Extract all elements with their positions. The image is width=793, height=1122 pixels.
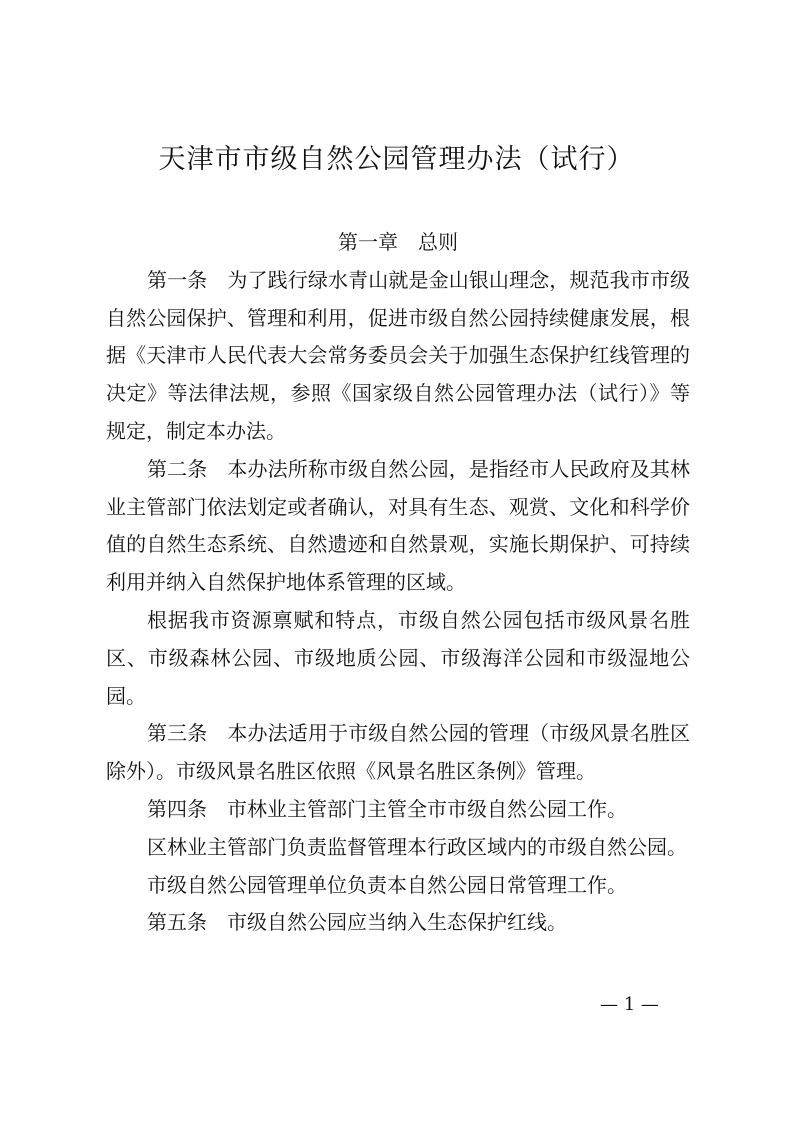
article-label: 第五条 bbox=[147, 910, 207, 935]
document-body bbox=[106, 224, 690, 942]
paragraph-article-2-clause-2 bbox=[106, 602, 690, 715]
article-label: 第一条 bbox=[147, 267, 208, 292]
article-label: 第三条 bbox=[147, 721, 208, 746]
paragraph-text: 市级自然公园应当纳入生态保护红线。 bbox=[227, 910, 567, 935]
paragraph-article-3 bbox=[106, 715, 690, 791]
paragraph-text: 市林业主管部门主管全市市级自然公园工作。 bbox=[227, 796, 627, 821]
page-number: — 1 — bbox=[600, 994, 659, 1015]
paragraph-article-2 bbox=[106, 451, 690, 602]
article-label: 第四条 bbox=[147, 796, 207, 821]
paragraph-text: 本办法适用于市级自然公园的管理（市级风景名胜区除外）。市级风景名胜区依照《风景名胜区条例》管理。 bbox=[106, 721, 691, 784]
paragraph-article-4-clause-2 bbox=[106, 829, 690, 867]
paragraph-article-5 bbox=[106, 904, 690, 942]
paragraph-text: 市级自然公园管理单位负责本自然公园日常管理工作。 bbox=[147, 872, 627, 897]
paragraph-article-1 bbox=[106, 262, 690, 451]
document-title: 天津市市级自然公园管理办法（试行） bbox=[158, 144, 635, 175]
chapter-heading: 第一章 总则 bbox=[338, 230, 458, 254]
paragraph-text: 本办法所称市级自然公园，是指经市人民政府及其林业主管部门依法划定或者确认，对具有生态、观赏、文化和科学价值的自然生态系统、自然遗迹和自然景观，实施长期保护、可持续利用并纳入自然保护地体系管理的区域。 bbox=[106, 456, 691, 595]
paragraph-article-4-clause-3 bbox=[106, 867, 690, 905]
paragraph-article-4 bbox=[106, 791, 690, 829]
article-label: 第二条 bbox=[147, 456, 208, 481]
paragraph-text: 为了践行绿水青山就是金山银山理念，规范我市市级自然公园保护、管理和利用，促进市级自然公园持续健康发展，根据《天津市人民代表大会常务委员会关于加强生态保护红线管理的决定》等法律法规，参照《国家级自然公园管理办法（试行）》等规定，制定本办法。 bbox=[106, 267, 691, 443]
paragraph-text: 区林业主管部门负责监督管理本行政区域内的市级自然公园。 bbox=[147, 834, 687, 859]
paragraph-text: 根据我市资源禀赋和特点，市级自然公园包括市级风景名胜区、市级森林公园、市级地质公园、市级海洋公园和市级湿地公园。 bbox=[106, 607, 690, 708]
